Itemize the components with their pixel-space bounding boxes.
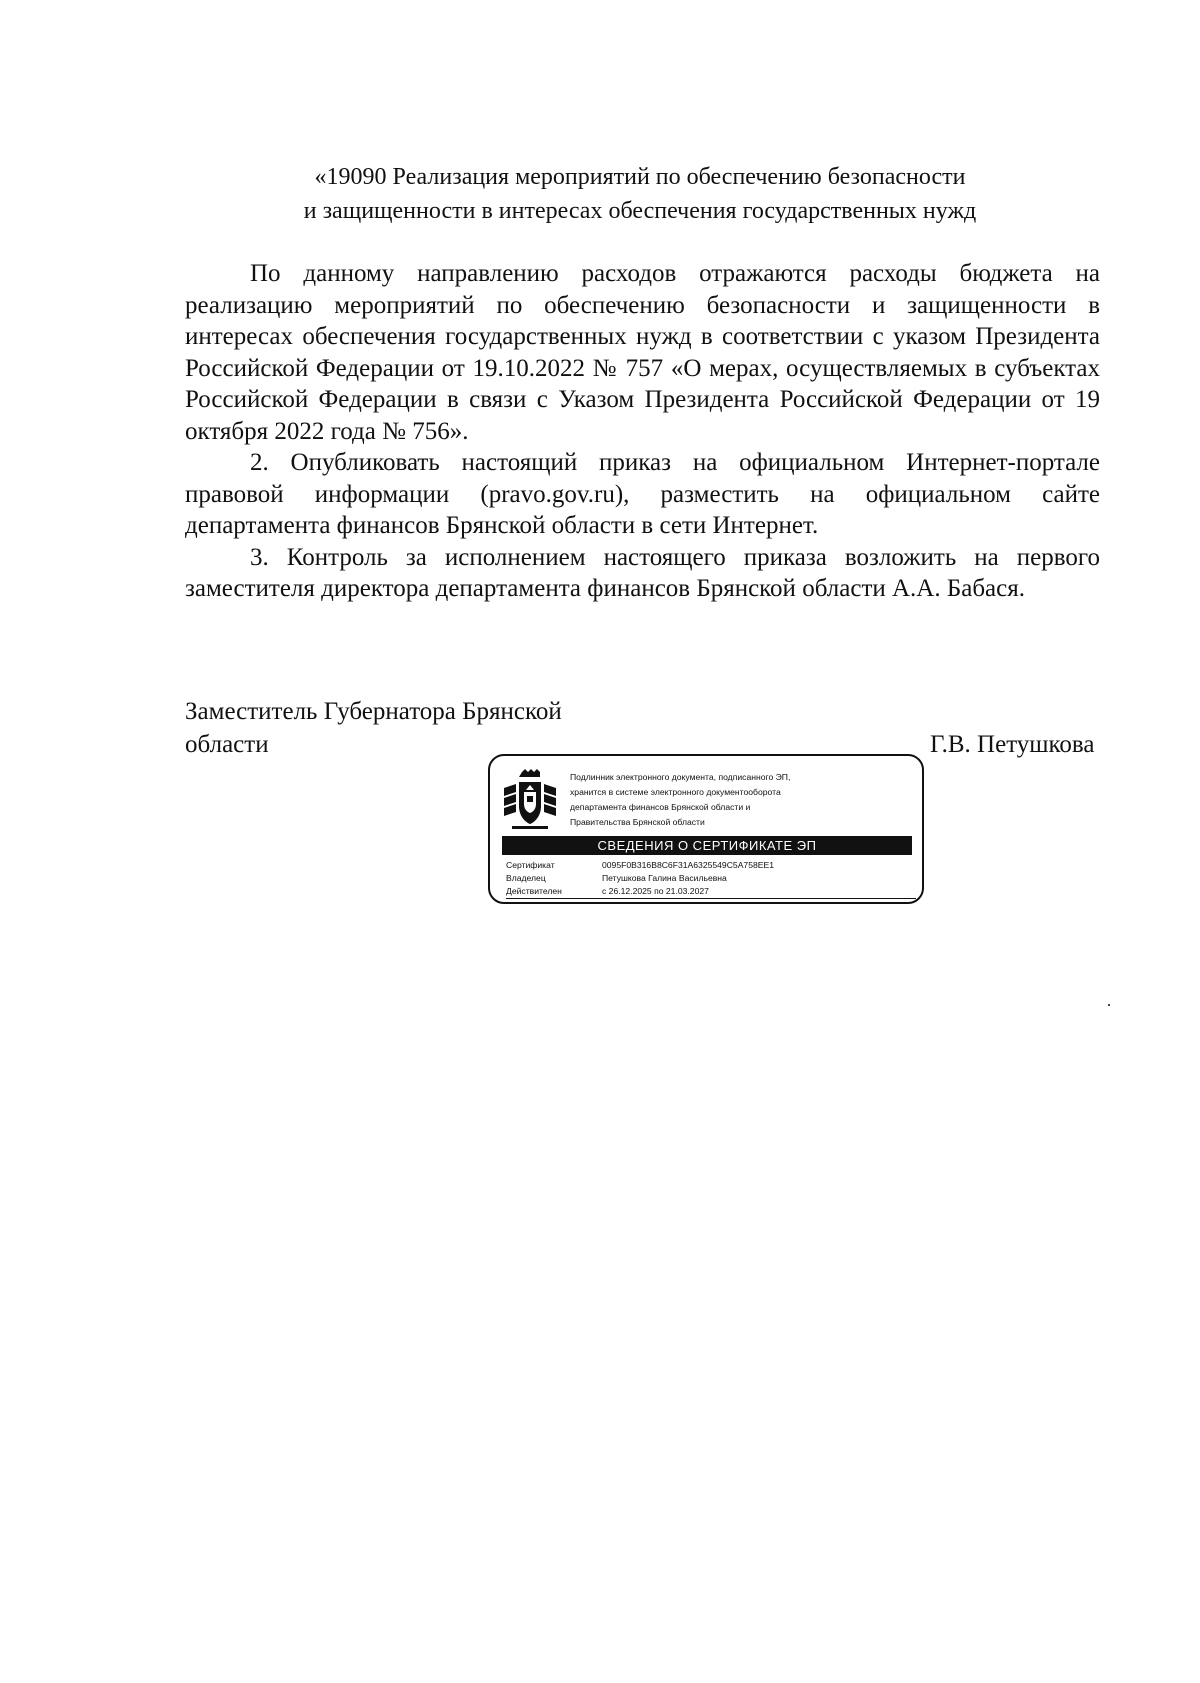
electronic-signature-stamp xyxy=(488,754,924,904)
signer-position-line-2: области xyxy=(185,731,269,758)
signer-name: Г.В. Петушкова xyxy=(930,731,1095,758)
stamp-row-label: Действителен xyxy=(506,885,602,899)
paragraph-publish: 2. Опубликовать настоящий приказ на официальном Интернет-портале правовой информации (pravo.gov.ru), разместить на официальном сайте департамента финансов Брянской области в сети Интернет. xyxy=(185,449,1100,539)
scan-speck xyxy=(1108,1004,1110,1006)
stamp-row-label: Владелец xyxy=(506,873,546,883)
signer-position-line-1: Заместитель Губернатора Брянской xyxy=(185,698,562,725)
stamp-row-value: Петушкова Галина Васильевна xyxy=(602,873,727,883)
coat-of-arms-icon xyxy=(502,768,558,834)
stamp-row-value: с 26.12.2025 по 21.03.2027 xyxy=(602,885,916,899)
stamp-row-owner xyxy=(506,872,916,885)
stamp-row-label: Сертификат xyxy=(506,860,555,870)
section-heading xyxy=(180,160,1100,228)
stamp-title: СВЕДЕНИЯ О СЕРТИФИКАТЕ ЭП xyxy=(502,836,912,855)
heading-line-2: и защищенности в интересах обеспечения государственных нужд xyxy=(303,198,977,224)
stamp-note xyxy=(570,770,910,830)
stamp-note-line: Подлинник электронного документа, подписанного ЭП, xyxy=(570,772,791,782)
stamp-row-validity xyxy=(506,885,916,899)
paragraph-control: 3. Контроль за исполнением настоящего приказа возложить на первого заместителя директора департамента финансов Брянской области А.А. Бабася. xyxy=(185,543,1100,602)
heading-line-1: «19090 Реализация мероприятий по обеспечению безопасности xyxy=(314,164,966,190)
stamp-note-line: хранится в системе электронного документооборота xyxy=(570,787,781,797)
paragraph-description: По данному направлению расходов отражаются расходы бюджета на реализацию мероприятий по обеспечению безопасности и защищенности в интересах обеспечения государственных нужд в соответствии с указом Президента Российской Федерации от 19.10.2022 № 757 «О мерах, осуществляемых в субъектах Российской Федерации в связи с Указом Президента Российской Федерации от 19 октября 2022 года № 756». xyxy=(185,260,1100,445)
signer-position xyxy=(185,695,562,761)
stamp-row-value: 0095F0B316B8C6F31A6325549C5A758EE1 xyxy=(602,860,775,870)
document-body xyxy=(185,258,1100,605)
stamp-certificate-details xyxy=(506,859,916,899)
stamp-row-certificate xyxy=(506,859,916,872)
stamp-note-line: департамента финансов Брянской области и xyxy=(570,802,751,812)
stamp-note-line: Правительства Брянской области xyxy=(570,817,705,827)
